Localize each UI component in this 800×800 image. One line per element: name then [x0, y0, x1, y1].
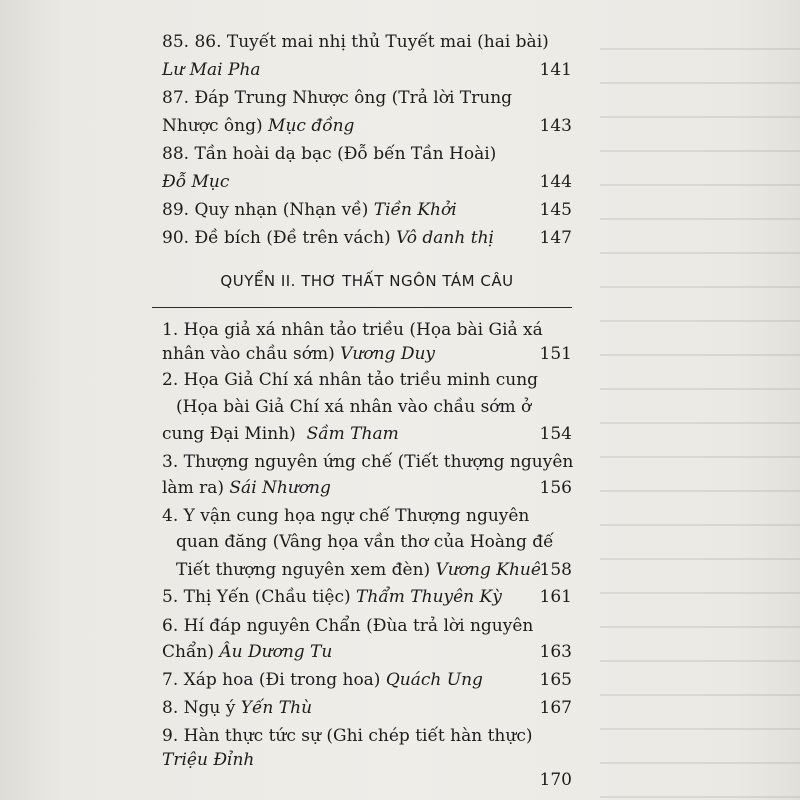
toc-line	[162, 28, 572, 56]
entry-author: Quách Ung	[385, 670, 483, 690]
page-number: 143	[539, 116, 572, 136]
toc-line	[162, 140, 572, 168]
toc-line	[162, 666, 572, 694]
entry-title: quan đăng (Vâng họa vần thơ của Hoàng đế	[176, 532, 554, 552]
entry-author: Vô danh thị	[396, 228, 494, 248]
entry-title: cung Đại Minh)	[162, 424, 296, 444]
toc-line	[162, 556, 572, 584]
toc-line	[162, 224, 572, 252]
page-number: 158	[539, 560, 572, 580]
entry-title: 1. Họa giả xá nhân tảo triều (Họa bài Giả xá	[162, 320, 543, 340]
toc-line	[162, 420, 572, 448]
entry-author: Yến Thù	[240, 698, 313, 718]
entry-author: Triệu Đỉnh	[162, 750, 255, 770]
page-number: 156	[539, 478, 572, 498]
entry-title: 4. Y vận cung họa ngự chế Thượng nguyên	[162, 506, 530, 526]
page-number: 147	[539, 228, 572, 248]
entry-title: 90. Đề bích (Đề trên vách)	[162, 228, 391, 248]
page-number: 141	[539, 60, 572, 80]
entry-title: 87. Đáp Trung Nhược ông (Trả lời Trung	[162, 88, 513, 108]
toc-line	[162, 583, 572, 611]
toc-line	[162, 393, 572, 421]
page-number: 167	[539, 698, 572, 718]
page-number: 163	[539, 642, 572, 662]
toc-line	[162, 528, 572, 556]
section-divider	[152, 307, 572, 308]
toc-line	[162, 612, 572, 640]
entry-title: 85. 86. Tuyết mai nhị thủ Tuyết mai (hai bài)	[162, 32, 549, 52]
bleed-through-text	[600, 20, 800, 800]
toc-line	[162, 638, 572, 666]
entry-title: 9. Hàn thực tức sự (Ghi chép tiết hàn thực)	[162, 726, 533, 746]
toc-line	[162, 766, 572, 794]
page-number: 154	[539, 424, 572, 444]
entry-author: Đỗ Mục	[162, 172, 230, 192]
page-number: 144	[539, 172, 572, 192]
toc-line	[162, 448, 572, 476]
entry-title: 8. Ngụ ý	[162, 698, 236, 718]
entry-author: Sầm Tham	[306, 424, 399, 444]
entry-title: 6. Hí đáp nguyên Chẩn (Đùa trả lời nguyên	[162, 616, 534, 636]
toc-line	[162, 112, 572, 140]
entry-author: Mục đồng	[268, 116, 355, 136]
page-number: 165	[539, 670, 572, 690]
entry-author: Âu Dương Tu	[219, 642, 333, 662]
entry-author: Thẩm Thuyên Kỳ	[356, 587, 502, 607]
entry-title: Nhược ông)	[162, 116, 263, 136]
entry-title: nhân vào chầu sớm)	[162, 344, 335, 364]
entry-title: 89. Quy nhạn (Nhạn về)	[162, 200, 369, 220]
page-number: 151	[539, 344, 572, 364]
entry-title: Chẩn)	[162, 642, 214, 662]
entry-author: Sái Nhương	[229, 478, 331, 498]
page-number: 145	[539, 200, 572, 220]
entry-title: 5. Thị Yến (Chầu tiệc)	[162, 587, 351, 607]
toc-line	[162, 196, 572, 224]
entry-title: 88. Tần hoài dạ bạc (Đỗ bến Tần Hoài)	[162, 144, 497, 164]
page-number: 161	[539, 587, 572, 607]
entry-author: Lư Mai Pha	[162, 60, 261, 80]
toc-line	[162, 694, 572, 722]
entry-author: Vương Khuê	[435, 560, 541, 580]
section-heading: QUYỂN II. THƠ THẤT NGÔN TÁM CÂU	[220, 272, 514, 290]
toc-line	[162, 366, 572, 394]
entry-title: 7. Xáp hoa (Đi trong hoa)	[162, 670, 381, 690]
toc-line	[162, 340, 572, 368]
toc-line	[162, 56, 572, 84]
entry-title: (Họa bài Giả Chí xá nhân vào chầu sớm ở	[176, 397, 532, 417]
toc-line	[162, 502, 572, 530]
entry-title: 3. Thượng nguyên ứng chế (Tiết thượng nguyên	[162, 452, 574, 472]
toc-line	[162, 84, 572, 112]
entry-author: Vương Duy	[340, 344, 436, 364]
page-number: 170	[539, 770, 572, 790]
toc-line	[162, 168, 572, 196]
entry-title: làm ra)	[162, 478, 224, 498]
entry-title: Tiết thượng nguyên xem đèn)	[176, 560, 431, 580]
toc-line	[162, 474, 572, 502]
entry-author: Tiền Khởi	[373, 200, 457, 220]
entry-title: 2. Họa Giả Chí xá nhân tảo triều minh cung	[162, 370, 539, 390]
